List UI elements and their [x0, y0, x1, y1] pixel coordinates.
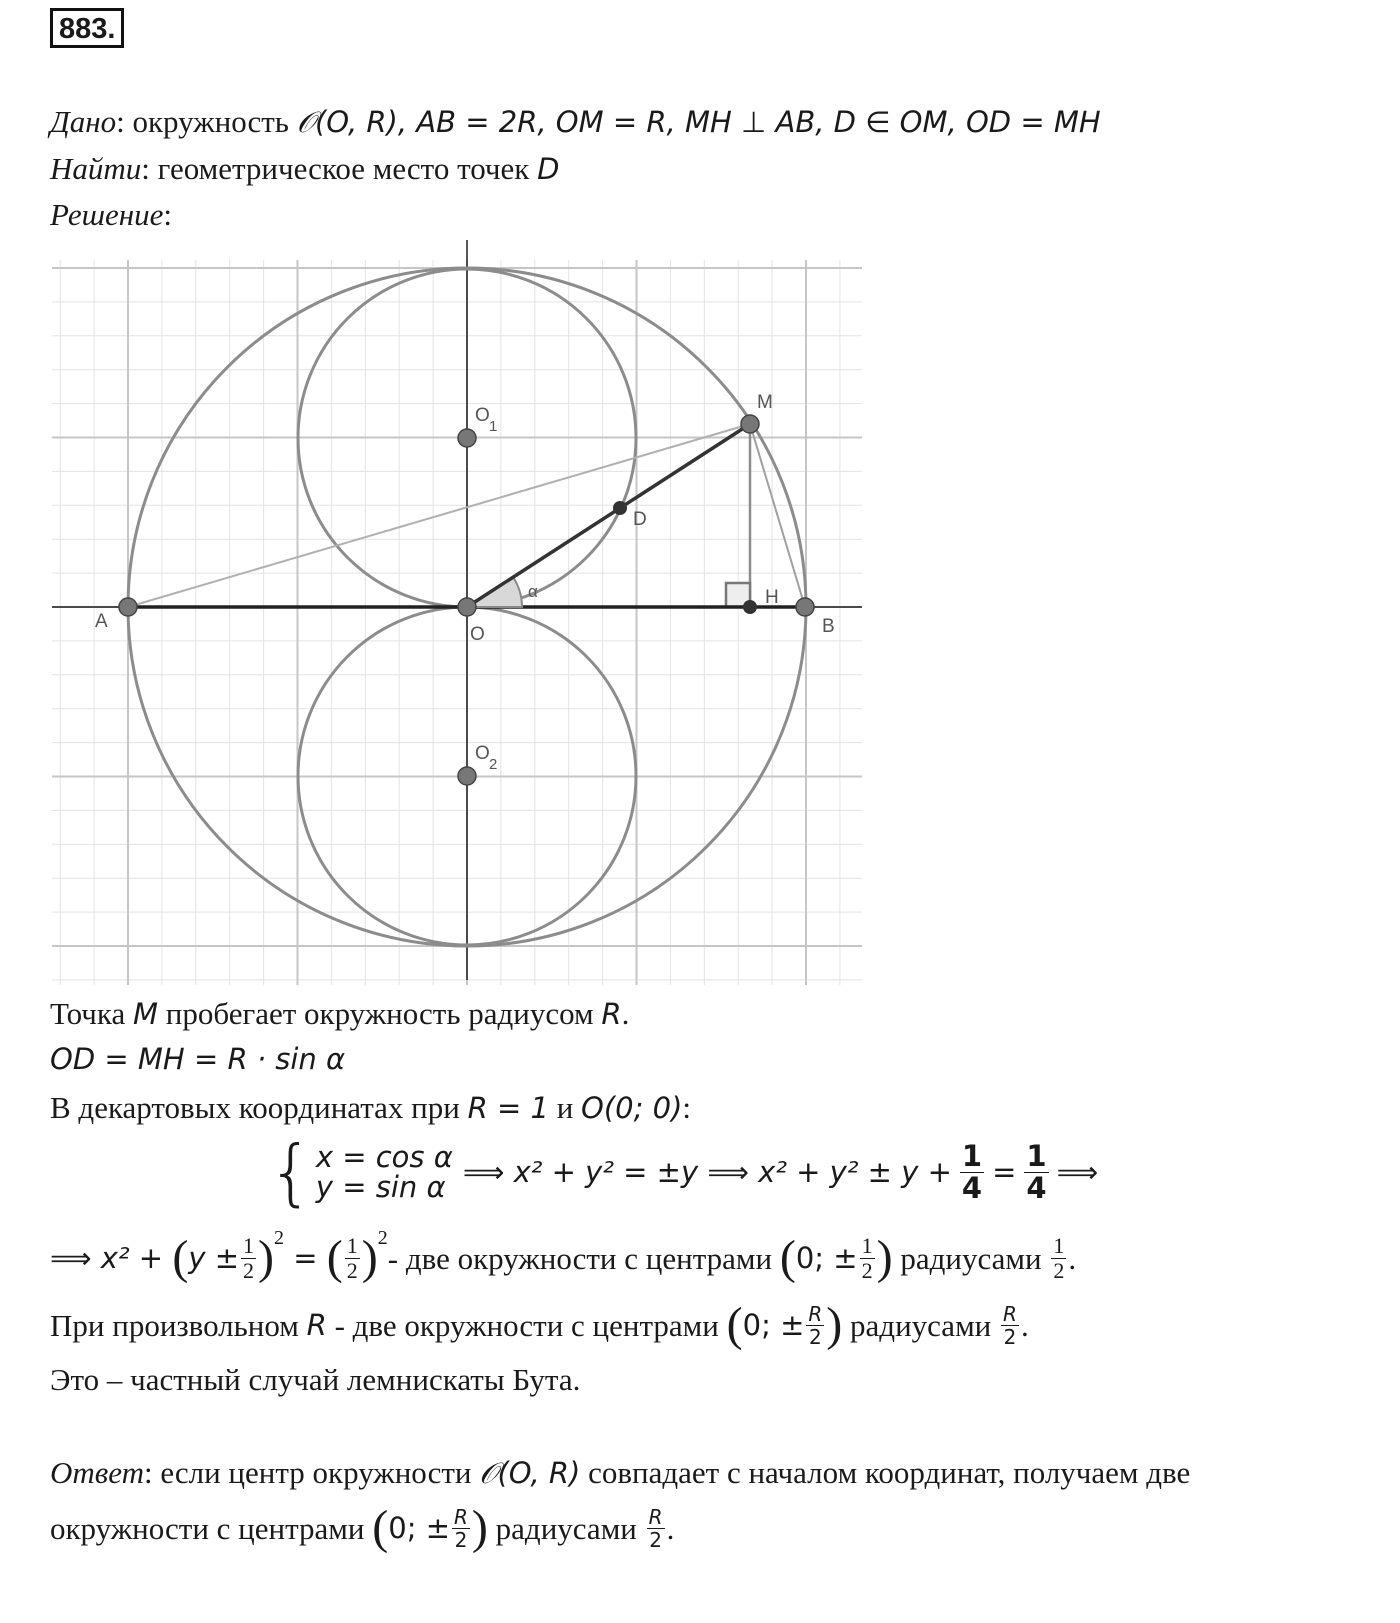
- paren-close: ): [471, 1500, 488, 1554]
- point-M: [741, 415, 759, 433]
- system: [315, 1139, 453, 1204]
- answer-radii: радиусами: [487, 1510, 645, 1546]
- frac-den: 2: [1053, 1257, 1065, 1283]
- segment-MB: [750, 424, 805, 607]
- label-M: M: [757, 392, 773, 413]
- frac-half-b: [345, 1232, 360, 1283]
- l5-center: 0; ±: [795, 1240, 858, 1275]
- label-O1-sub: 1: [489, 418, 498, 435]
- frac-R-2-d: [647, 1504, 665, 1552]
- frac-R-2-c: [452, 1504, 470, 1552]
- frac-num: R: [1003, 1301, 1017, 1326]
- paren-open: (: [372, 1500, 389, 1554]
- given-line: [50, 106, 1101, 137]
- point-O1: [458, 429, 476, 447]
- frac-den: 2: [346, 1257, 358, 1283]
- given-label: Дано: [50, 104, 117, 139]
- l3-math: R = 1: [467, 1091, 549, 1125]
- line-2: OD = MH = R · sin α: [50, 1042, 346, 1076]
- line-7: Это – частный случай лемнискаты Бута.: [50, 1362, 581, 1397]
- frac-den: 2: [808, 1324, 822, 1349]
- frac-R-2-b: [1001, 1301, 1019, 1349]
- point-A: [119, 598, 137, 616]
- label-H: H: [765, 587, 779, 608]
- solution-label: Решение: [50, 197, 164, 232]
- frac-den: 2: [649, 1527, 662, 1552]
- answer-center: 0; ±: [388, 1510, 451, 1545]
- given-math: 𝒪(O, R), AB = 2R, OM = R, MH ⊥ AB, D ∈ OM, OD = MH: [296, 105, 1101, 139]
- l5-radii: радиусами: [892, 1240, 1050, 1276]
- paren-close: ): [361, 1230, 378, 1284]
- label-O2: O: [475, 743, 490, 764]
- label-O2-sub: 2: [489, 756, 498, 773]
- l6-text: - две окружности с центрами: [326, 1307, 727, 1343]
- answer-end: .: [666, 1510, 675, 1546]
- point-O: [458, 598, 476, 616]
- frac-den: 2: [1003, 1324, 1017, 1349]
- l3-and: и: [548, 1090, 582, 1125]
- l5-end: .: [1068, 1240, 1077, 1276]
- find-line: [50, 153, 559, 184]
- frac-quarter-1: [960, 1138, 984, 1205]
- frac-half-a: [241, 1232, 256, 1283]
- answer-line-2: [50, 1497, 674, 1559]
- paren-open: (: [726, 1297, 743, 1351]
- l1-R: R: [601, 997, 622, 1031]
- frac-num: 1: [1026, 1138, 1047, 1173]
- frac-num: 1: [961, 1138, 983, 1173]
- square-b: 2: [377, 1227, 388, 1249]
- frac-num: 1: [1053, 1232, 1065, 1258]
- label-alpha: α: [528, 582, 538, 601]
- segment-AM: [128, 424, 750, 607]
- label-O1: O: [475, 405, 490, 426]
- sys-bottom: y = sin α: [315, 1170, 446, 1204]
- label-D: D: [633, 509, 647, 530]
- point-O2: [458, 767, 476, 785]
- paren-close: ): [258, 1230, 275, 1284]
- line-5: [50, 1228, 1076, 1288]
- l6-pre: При произвольном: [50, 1307, 307, 1343]
- frac-num: R: [454, 1504, 468, 1529]
- l3-pre: В декартовых координатах при: [50, 1090, 468, 1125]
- paren-open: (: [172, 1230, 189, 1284]
- l5-y: y ±: [188, 1240, 240, 1275]
- l5-text: - две окружности с центрами: [387, 1240, 780, 1276]
- l6-radii: радиусами: [842, 1307, 1000, 1343]
- eq1: ⟹ x² + y² = ±y ⟹ x² + y² ± y +: [462, 1155, 952, 1189]
- frac-den: 2: [861, 1257, 873, 1283]
- answer-line-1: [50, 1457, 1190, 1488]
- l1-M: M: [133, 997, 159, 1031]
- answer-label: Ответ: [50, 1455, 144, 1490]
- paren-open: (: [326, 1230, 343, 1284]
- l3-end: :: [682, 1090, 692, 1125]
- geometry-figure: [50, 240, 870, 990]
- frac-quarter-2: [1024, 1138, 1048, 1205]
- frac-den: 4: [961, 1170, 983, 1205]
- answer-text3: окружности с центрами: [50, 1510, 373, 1546]
- answer-text2: совпадает с началом координат, получаем две: [580, 1455, 1191, 1490]
- line-6: [50, 1295, 1029, 1355]
- point-H: [743, 600, 757, 614]
- frac-num: R: [648, 1504, 663, 1529]
- solution-line: [50, 199, 172, 230]
- solution-colon: :: [163, 197, 172, 232]
- l5-eq: =: [284, 1240, 327, 1275]
- paren-close: ): [826, 1297, 843, 1351]
- l5-start: ⟹ x² +: [50, 1240, 173, 1275]
- find-text: : геометрическое место точек: [141, 151, 538, 186]
- paren-close: ): [876, 1230, 893, 1284]
- frac-half-c: [860, 1232, 875, 1283]
- given-text: : окружность: [116, 104, 297, 139]
- point-D: [613, 501, 627, 515]
- l1-end: .: [621, 996, 630, 1031]
- problem-number: 883.: [50, 8, 124, 48]
- paren-open: (: [779, 1230, 796, 1284]
- l6-center: 0; ±: [742, 1307, 805, 1342]
- line-1: [50, 998, 629, 1029]
- find-math: D: [537, 152, 560, 186]
- square-a: 2: [274, 1227, 285, 1249]
- segment-OM: [467, 424, 750, 607]
- l6-R: R: [306, 1307, 327, 1342]
- l6-end: .: [1020, 1307, 1029, 1343]
- find-label: Найти: [50, 151, 142, 186]
- frac-half-d: [1051, 1232, 1066, 1283]
- sys-top: x = cos α: [315, 1139, 453, 1174]
- answer-text1: : если центр окружности: [143, 1455, 480, 1490]
- grid: [52, 260, 862, 985]
- frac-num: 1: [243, 1232, 255, 1258]
- eq1-end: ⟹: [1056, 1155, 1099, 1189]
- l1-mid: пробегает окружность радиусом: [158, 996, 602, 1031]
- label-B: B: [822, 616, 835, 637]
- label-A: A: [95, 611, 108, 632]
- frac-num: 1: [861, 1232, 873, 1258]
- answer-math: 𝒪(O, R): [479, 1456, 581, 1490]
- brace: {: [268, 1130, 314, 1214]
- frac-den: 4: [1026, 1170, 1047, 1205]
- system-equation-line: [268, 1132, 1098, 1212]
- l1-pre: Точка: [50, 996, 133, 1031]
- frac-num: 1: [346, 1232, 358, 1258]
- frac-R-2-a: [806, 1301, 824, 1349]
- eq1-eq: =: [992, 1155, 1017, 1189]
- frac-den: 2: [454, 1527, 468, 1552]
- label-O: O: [470, 624, 485, 645]
- line-3: [50, 1092, 691, 1123]
- frac-num: R: [808, 1301, 823, 1326]
- frac-den: 2: [243, 1257, 255, 1283]
- l3-math2: O(0; 0): [581, 1091, 683, 1125]
- point-B: [796, 598, 814, 616]
